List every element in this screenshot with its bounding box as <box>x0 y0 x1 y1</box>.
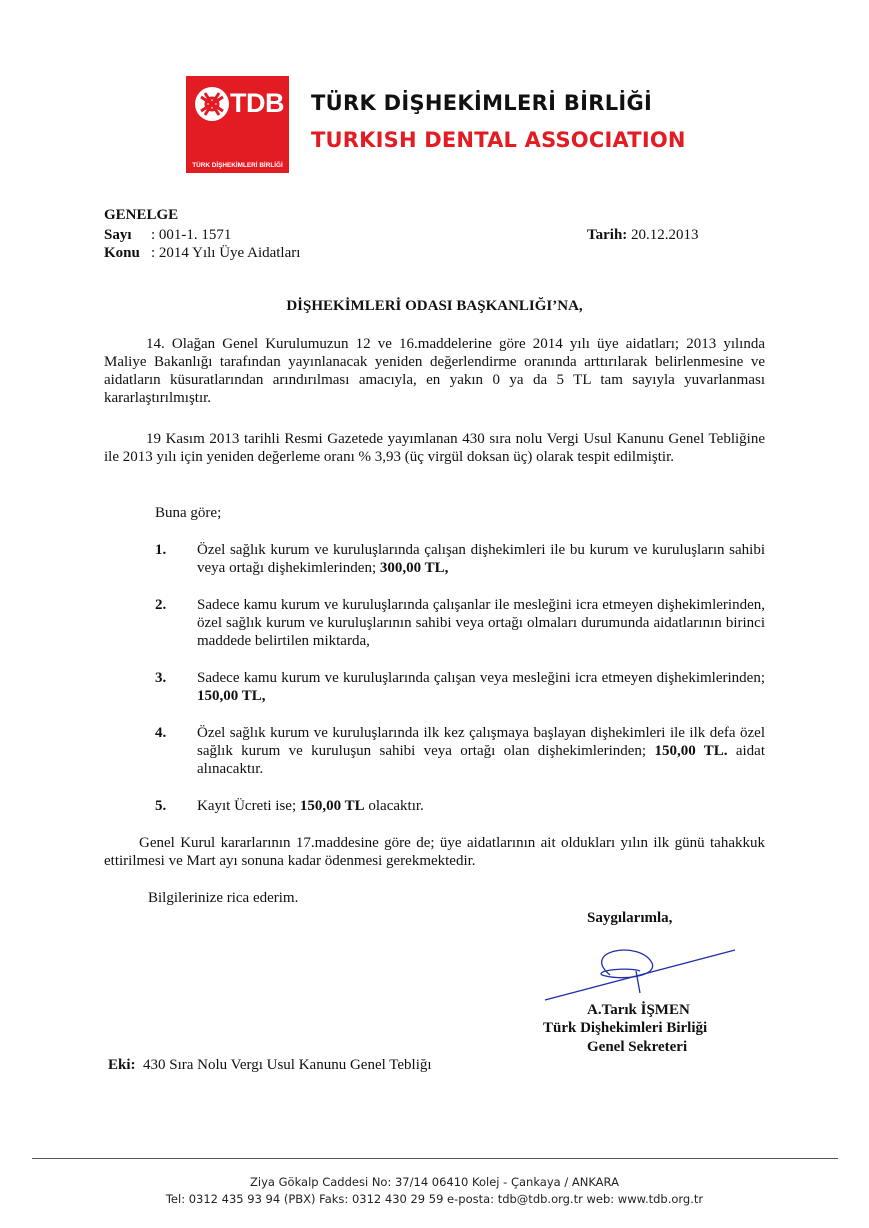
item-amount: 300,00 TL, <box>379 560 449 576</box>
konu-value: : 2014 Yılı Üye Aidatları <box>151 245 301 261</box>
closing-paragraph: Genel Kurul kararlarının 17.maddesine göre de; üye aidatlarının ait oldukları yılın ilk günü tahakkuk ettirilmesi ve Mart ayı sonuna kadar ödenmesi gerekmektedir. <box>104 835 765 869</box>
item-number: 4. <box>155 725 167 741</box>
salutation: Saygılarımla, <box>587 910 673 926</box>
logo-tagline: TÜRK DİŞHEKİMLERİ BİRLİĞİ <box>192 162 283 169</box>
tarih-label: Tarih: <box>587 227 628 243</box>
item-amount: 150,00 TL. <box>654 743 728 759</box>
signer-name: A.Tarık İŞMEN <box>587 1002 690 1018</box>
list-item: Sadece kamu kurum ve kuruluşlarında çalışanlar ile mesleğini icra etmeyen dişhekimlerinden, özel sağlık kurum ve kuruluşlarının sahibi veya ortağı olmaları durumunda aidatlarının birinci maddede belirtilen miktarda, <box>197 597 765 649</box>
buna-gore: Buna göre; <box>155 505 222 521</box>
attachment <box>108 1056 432 1074</box>
org-name-tr: TÜRK DİŞHEKİMLERİ BİRLİĞİ <box>311 91 653 115</box>
footer-address: Ziya Gökalp Caddesi No: 37/14 06410 Kolej - Çankaya / ANKARA <box>250 1175 619 1189</box>
item-amount: 150,00 TL, <box>197 688 266 704</box>
sayi-label: Sayı <box>104 227 132 243</box>
item-number: 5. <box>155 798 167 814</box>
list-item: Özel sağlık kurum ve kuruluşlarında çalışan dişhekimleri ile bu kurum ve kuruluşların sahibi veya ortağı dişhekimlerinden; 300,00 TL, <box>197 542 765 576</box>
knot-emblem-icon <box>193 85 231 123</box>
paragraph-2: 19 Kasım 2013 tarihli Resmi Gazetede yayımlanan 430 sıra nolu Vergi Usul Kanunu Genel Tebliğine ile 2013 yılı için yeniden değerleme oranı % 3,93 (üç virgül doksan üç) olarak tespit edilmiştir. <box>104 431 765 465</box>
logo-text: TDB <box>230 88 284 118</box>
sayi-value: : 001-1. 1571 <box>151 227 232 243</box>
handwritten-signature-icon <box>540 945 740 1005</box>
item-number: 1. <box>155 542 167 558</box>
tarih <box>587 226 699 244</box>
footer-contact: Tel: 0312 435 93 94 (PBX) Faks: 0312 430 29 59 e-posta: tdb@tdb.org.tr web: www.tdb.org.tr <box>165 1192 704 1206</box>
list-item: Sadece kamu kurum ve kuruluşlarında çalışan veya mesleğini icra etmeyen dişhekimlerinden; 150,00 TL, <box>197 670 765 704</box>
list-item: Kayıt Ücreti ise; 150,00 TL olacaktır. <box>197 798 424 814</box>
item-amount: 150,00 TL <box>299 798 365 814</box>
tdb-logo <box>186 76 289 173</box>
org-name-en: TURKISH DENTAL ASSOCIATION <box>311 128 686 152</box>
doc-type: GENELGE <box>104 207 179 223</box>
signer-title: Genel Sekreteri <box>587 1039 688 1055</box>
list-item: Özel sağlık kurum ve kuruluşlarında ilk kez çalışmaya başlayan dişhekimleri ile ilk defa özel sağlık kurum ve kuruluşun sahibi veya ortağı olan dişhekimlerinden; 150,00 TL. aidat alınacaktır. <box>197 725 766 777</box>
signer-org: Türk Dişhekimleri Birliği <box>543 1020 708 1036</box>
item-number: 2. <box>155 597 167 613</box>
bilgi-text: Bilgilerinize rica ederim. <box>148 890 299 906</box>
addressee: DİŞHEKİMLERİ ODASI BAŞKANLIĞI’NA, <box>286 298 583 314</box>
attachment-text: 430 Sıra Nolu Vergı Usul Kanunu Genel Tebliğı <box>143 1057 432 1073</box>
item-number: 3. <box>155 670 167 686</box>
konu-label: Konu <box>104 245 140 261</box>
tarih-value: 20.12.2013 <box>631 227 699 243</box>
attachment-label: Eki: <box>108 1057 136 1073</box>
footer-divider <box>32 1158 838 1159</box>
paragraph-1: 14. Olağan Genel Kurulumuzun 12 ve 16.maddelerine göre 2014 yılı üye aidatları; 2013 yılında Maliye Bakanlığı tarafından yayınlanacak yeniden değerlendirme oranında arttırılarak belirlenmesine ve aidatların küsuratlarından arındırılması amacıyla, en yakın 0 ya da 5 TL tam sayıyla yuvarlanması kararlaştırılmıştır. <box>104 336 765 406</box>
